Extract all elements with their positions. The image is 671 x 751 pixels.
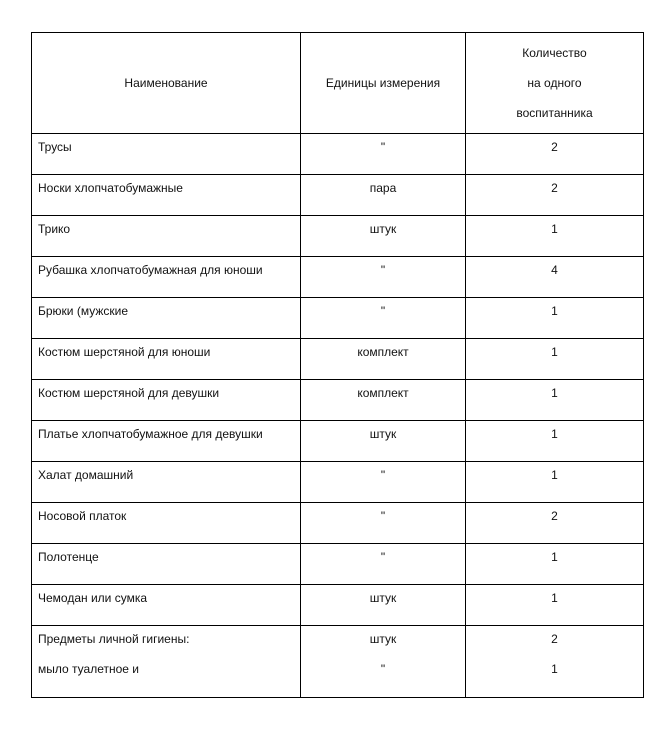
item-quantity: 1 [551, 345, 558, 359]
item-unit: " [380, 550, 386, 564]
item-name: Костюм шерстяной для юноши [38, 345, 211, 359]
item-name: Костюм шерстяной для девушки [38, 386, 220, 400]
item-quantity: 1 [551, 468, 558, 482]
table-row-hygiene [32, 626, 644, 698]
item-name: Рубашка хлопчатобумажная для юноши [38, 263, 263, 277]
item-name: Платье хлопчатобумажное для девушки [38, 427, 263, 441]
item-unit: " [380, 304, 386, 318]
item-name: Полотенце [38, 550, 99, 564]
item-unit: " [380, 662, 386, 676]
item-unit: " [380, 263, 386, 277]
items-table [31, 32, 644, 698]
item-quantity: 1 [551, 304, 558, 318]
item-name: Трусы [38, 140, 72, 154]
table-row [32, 421, 644, 462]
item-name: Носовой платок [38, 509, 127, 523]
item-name: Предметы личной гигиены: [38, 632, 190, 646]
item-unit: штук [369, 632, 397, 646]
header-quantity-line: воспитанника [516, 106, 593, 120]
header-unit: Единицы измерения [301, 33, 466, 134]
item-name: Носки хлопчатобумажные [38, 181, 183, 195]
item-quantity: 1 [551, 550, 558, 564]
table-row [32, 462, 644, 503]
table-row [32, 257, 644, 298]
table-row [32, 175, 644, 216]
item-name: мыло туалетное и [38, 662, 139, 676]
item-quantity: 1 [551, 427, 558, 441]
header-name: Наименование [32, 33, 301, 134]
item-quantity: 1 [551, 591, 558, 605]
item-quantity: 4 [551, 263, 558, 277]
table-header-row [32, 33, 644, 134]
item-unit: комплект [357, 345, 409, 359]
table-row [32, 216, 644, 257]
item-name: Брюки (мужские [38, 304, 129, 318]
item-unit: штук [369, 222, 397, 236]
item-unit: штук [369, 591, 397, 605]
table-row [32, 298, 644, 339]
table-row [32, 585, 644, 626]
table-row [32, 503, 644, 544]
header-quantity-line: на одного [527, 76, 582, 90]
item-quantity: 2 [551, 632, 558, 646]
header-quantity-line: Количество [522, 46, 587, 60]
item-name: Трико [38, 222, 71, 236]
item-unit: штук [369, 427, 397, 441]
item-quantity: 1 [551, 386, 558, 400]
item-unit: " [380, 140, 386, 154]
item-quantity: 1 [551, 222, 558, 236]
item-name: Чемодан или сумка [38, 591, 148, 605]
table-row [32, 380, 644, 421]
item-quantity: 2 [551, 140, 558, 154]
item-unit: " [380, 509, 386, 523]
item-quantity: 2 [551, 181, 558, 195]
item-unit: комплект [357, 386, 409, 400]
item-name: Халат домашний [38, 468, 134, 482]
item-quantity: 2 [551, 509, 558, 523]
table-row [32, 134, 644, 175]
item-unit: пара [369, 181, 397, 195]
item-unit: " [380, 468, 386, 482]
item-quantity: 1 [551, 662, 558, 676]
table-row [32, 339, 644, 380]
table-row [32, 544, 644, 585]
header-quantity [466, 33, 644, 134]
